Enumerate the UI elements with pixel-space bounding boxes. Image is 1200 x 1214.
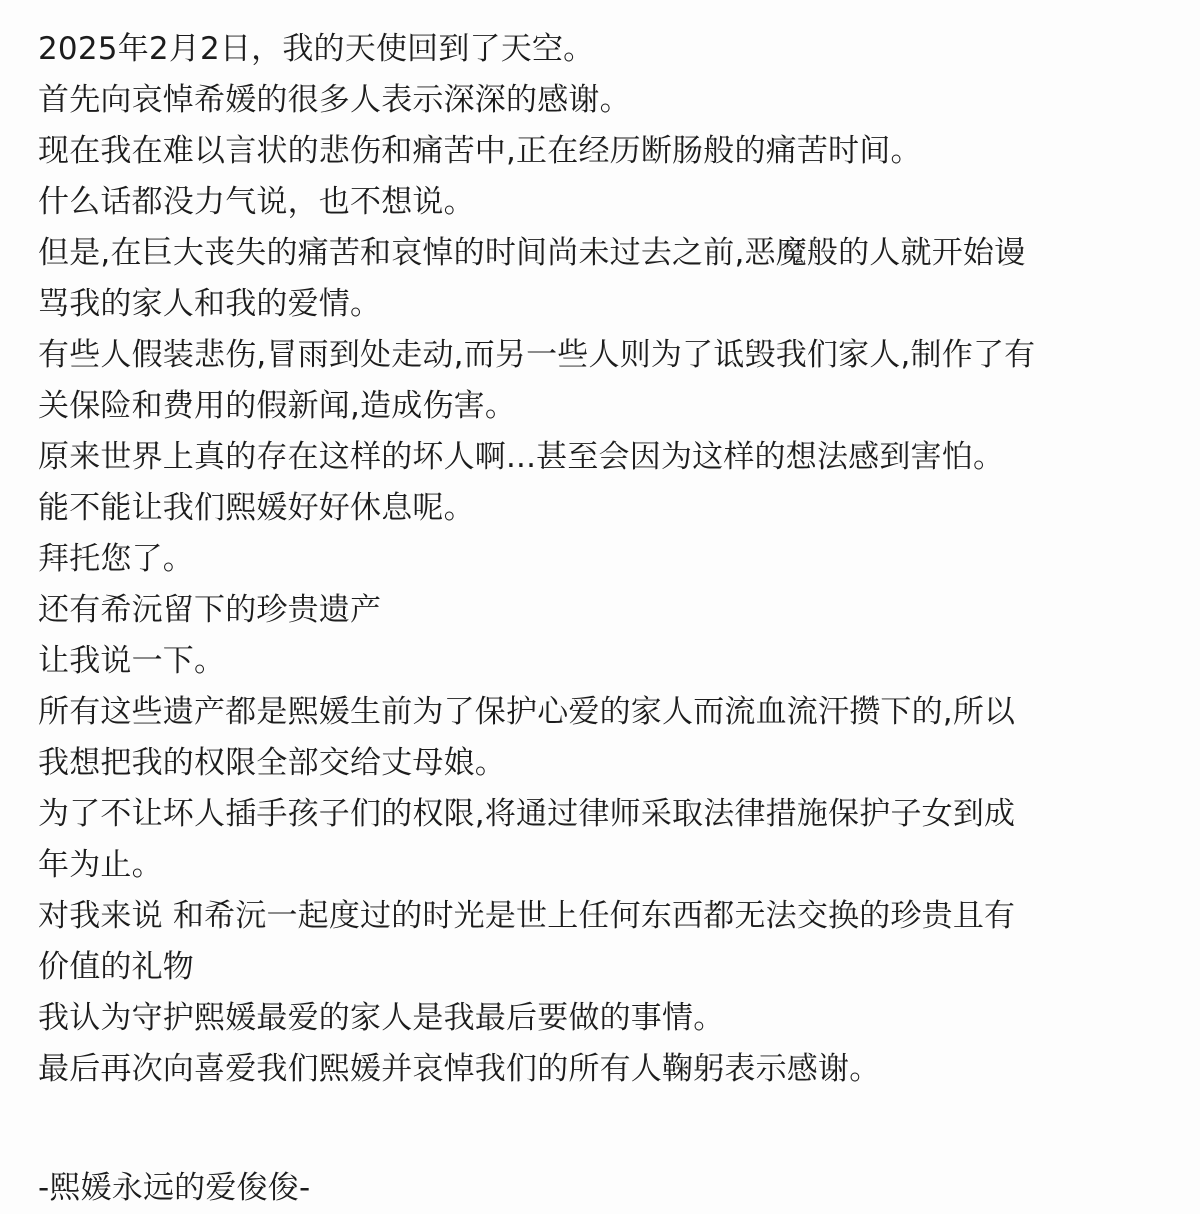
post-line-4: 什么话都没力气说，也不想说。 <box>38 184 475 220</box>
blank-line <box>38 1095 1178 1146</box>
post-line-14: 所有这些遗产都是熙媛生前为了保护心爱的家人而流血流汗攒下的,所以 <box>38 694 1016 730</box>
post-line-13: 让我说一下。 <box>38 643 226 679</box>
post-line-11: 拜托您了。 <box>38 541 194 577</box>
post-line-16: 为了不让坏人插手孩子们的权限,将通过律师采取法律措施保护子女到成 <box>38 796 1016 832</box>
post-line-5: 但是,在巨大丧失的痛苦和哀悼的时间尚未过去之前,恶魔般的人就开始谩 <box>38 235 1026 271</box>
post-line-1: 2025年2月2日，我的天使回到了天空。 <box>38 31 595 67</box>
post-signature: -熙媛永远的爱俊俊- <box>38 1170 311 1206</box>
post-line-2: 首先向哀悼希媛的很多人表示深深的感谢。 <box>38 82 631 118</box>
post-line-19: 价值的礼物 <box>38 949 194 985</box>
post-line-12: 还有希沅留下的珍贵遗产 <box>38 592 382 628</box>
post-body <box>38 24 1178 1214</box>
post-line-6: 骂我的家人和我的爱情。 <box>38 286 382 322</box>
post-line-21: 最后再次向喜爱我们熙媛并哀悼我们的所有人鞠躬表示感谢。 <box>38 1051 881 1087</box>
post-line-15: 我想把我的权限全部交给丈母娘。 <box>38 745 506 781</box>
post-line-7: 有些人假装悲伤,冒雨到处走动,而另一些人则为了诋毁我们家人,制作了有 <box>38 337 1036 373</box>
post-line-3: 现在我在难以言状的悲伤和痛苦中,正在经历断肠般的痛苦时间。 <box>38 133 922 169</box>
post-line-10: 能不能让我们熙媛好好休息呢。 <box>38 490 475 526</box>
post-line-9: 原来世界上真的存在这样的坏人啊...甚至会因为这样的想法感到害怕。 <box>38 439 1005 475</box>
post-line-8: 关保险和费用的假新闻,造成伤害。 <box>38 388 517 424</box>
post-line-18: 对我来说 和希沅一起度过的时光是世上任何东西都无法交换的珍贵且有 <box>38 898 1016 934</box>
post-line-20: 我认为守护熙媛最爱的家人是我最后要做的事情。 <box>38 1000 725 1036</box>
post-line-17: 年为止。 <box>38 847 163 883</box>
